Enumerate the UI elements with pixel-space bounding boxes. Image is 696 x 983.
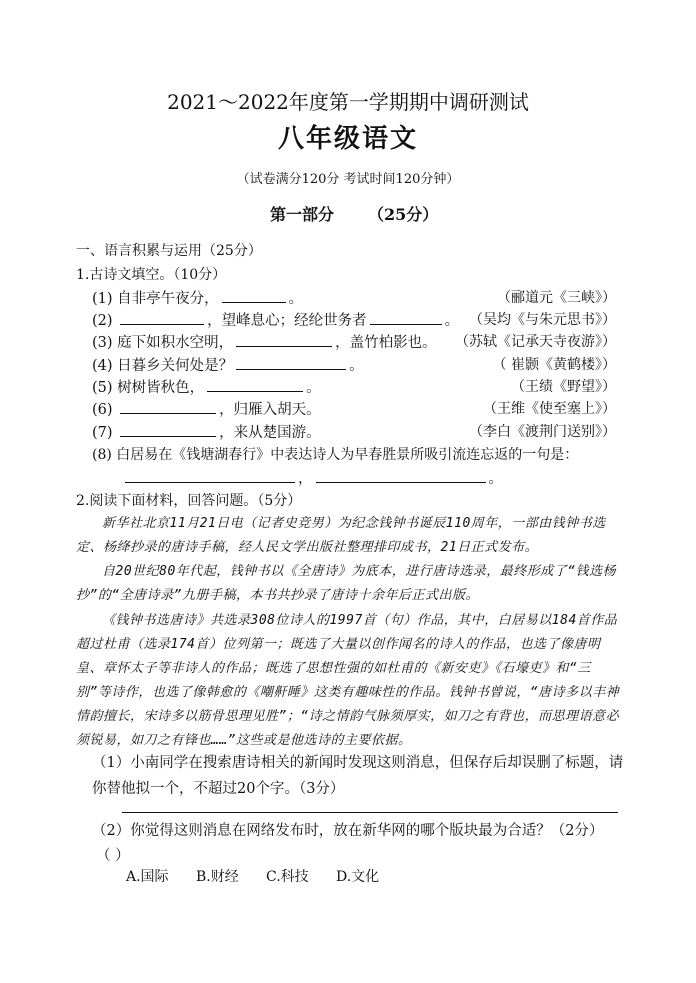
item-text: ，来从楚国游。 xyxy=(219,425,321,441)
paragraph-text: 新华社北京11月21日电（记者史竞男）为纪念钱钟书诞辰110周年，一部由钱钟书选定、杨绛抄录的唐诗手稿，经人民文学出版社整理排印成书，21日正式发布。 xyxy=(76,516,606,555)
q1-item-8 xyxy=(92,444,578,464)
news-paragraph xyxy=(76,512,622,560)
q1-item-8-answer xyxy=(122,467,503,488)
item-text: 树树皆秋色， xyxy=(117,380,205,396)
item-number: (1) xyxy=(92,291,113,307)
fill-blank[interactable] xyxy=(236,334,332,347)
item-text: 。 xyxy=(288,291,304,307)
part-score: （25分） xyxy=(368,205,439,224)
news-paragraph xyxy=(76,560,622,608)
q1-item-3 xyxy=(92,331,437,352)
item-text: ，归雁入胡天。 xyxy=(219,402,321,418)
paragraph-text: 《钱钟书选唐诗》共选录308位诗人的1997首（句）作品，其中，白居易以184首作品超过杜甫（选录174首）位列第一；既选了大量以创作闻名的诗人的作品，也选了像唐明皇、章怀太子等非诗人的作品；既选了思想性强的如杜甫的《新安吏》《石壕吏》和“三别”等诗作，也选了像韩愈的《嘲鼾睡》这类有趣味性的作品。钱钟书曾说，“唐诗多以丰神情韵擅长，宋诗多以筋骨思理见胜”；“诗之情韵气脉须厚实，如刀之有背也，而思理语意必须锐易，如刀之有锋也……”这些或是他选诗的主要依据。 xyxy=(76,613,620,748)
q1-item-4 xyxy=(92,354,364,375)
answer-line[interactable] xyxy=(122,812,618,813)
part-label: 第一部分 xyxy=(270,205,335,224)
item-source: （郦道元《三峡》） xyxy=(497,290,616,306)
section-heading: 一、语言积累与运用（25分） xyxy=(76,243,262,259)
item-text: 白居易在《钱塘湖春行》中表达诗人为早春胜景所吸引流连忘返的一句是： xyxy=(116,447,579,463)
item-source: （李白《渡荆门送别》） xyxy=(469,424,616,440)
q1-item-7 xyxy=(92,421,321,442)
fill-blank[interactable] xyxy=(120,424,216,437)
option-c[interactable]: C.科技 xyxy=(266,869,309,885)
item-text: ，望峰息心；经纶世务者 xyxy=(207,313,367,329)
subject-title: 八年级语文 xyxy=(277,124,418,154)
fill-blank[interactable] xyxy=(222,290,286,303)
news-paragraph xyxy=(76,609,622,753)
exam-note: （试卷满分120分 考试时间120分钟） xyxy=(236,172,460,187)
q1-item-2 xyxy=(92,309,459,330)
item-text: ，盖竹柏影也。 xyxy=(335,335,437,351)
item-source: （王绩《野望》） xyxy=(511,379,616,395)
item-source: （吴均《与朱元思书》） xyxy=(469,312,616,328)
option-d[interactable]: D.文化 xyxy=(336,869,380,885)
option-a[interactable]: A.国际 xyxy=(126,869,169,885)
item-text: 。 xyxy=(444,313,460,329)
fill-blank[interactable] xyxy=(120,401,216,414)
item-text: ， xyxy=(298,471,313,487)
exam-title: 2021～2022年度第一学期期中调研测试 xyxy=(167,90,529,114)
item-number: (5) xyxy=(92,380,113,396)
item-number: (2) xyxy=(92,313,113,329)
paragraph-text: 自20世纪80年代起，钱钟书以《全唐诗》为底本，进行唐诗选录，最终形成了“钱选杨抄”的“全唐诗录”九册手稿，本书共抄录了唐诗十余年后正式出版。 xyxy=(76,564,617,603)
q1-item-5 xyxy=(92,376,321,397)
item-source: （王维《使至塞上》） xyxy=(483,401,616,417)
item-number: (3) xyxy=(92,335,113,351)
sub-question-1: （1）小南同学在搜索唐诗相关的新闻时发现这则消息，但保存后却误删了标题，请你替他拟一个，不超过20个字。（3分） xyxy=(92,755,624,797)
q1-item-1 xyxy=(92,287,303,308)
q1-item-6 xyxy=(92,398,321,419)
item-text: 。 xyxy=(349,358,364,374)
question-2-title: 2.阅读下面材料，回答问题。（5分） xyxy=(76,493,302,509)
item-number: (4) xyxy=(92,358,113,374)
item-text: 。 xyxy=(306,380,321,396)
fill-blank[interactable] xyxy=(236,357,346,370)
item-text: 庭下如积水空明， xyxy=(117,335,234,351)
fill-blank[interactable] xyxy=(316,470,486,483)
item-number: (8) xyxy=(92,447,112,463)
sub-question-2: （2）你觉得这则消息在网络发布时，放在新华网的哪个版块最为合适？（2分） xyxy=(92,823,604,839)
item-number: (6) xyxy=(92,402,113,418)
item-number: (7) xyxy=(92,425,113,441)
fill-blank[interactable] xyxy=(125,470,295,483)
item-text: 日暮乡关何处是？ xyxy=(117,358,234,374)
fill-blank[interactable] xyxy=(120,312,204,325)
item-source: （苏轼《记承天寺夜游》） xyxy=(455,334,616,350)
question-1-title: 1.古诗文填空。（10分） xyxy=(76,267,227,283)
item-source: （ 崔颢《黄鹤楼》） xyxy=(492,357,616,373)
item-text: 。 xyxy=(488,471,503,487)
fill-blank[interactable] xyxy=(370,312,442,325)
answer-paren[interactable]: （ ） xyxy=(96,848,130,864)
item-text: 自非亭午夜分， xyxy=(117,291,219,307)
fill-blank[interactable] xyxy=(207,379,303,392)
option-b[interactable]: B.财经 xyxy=(196,869,239,885)
